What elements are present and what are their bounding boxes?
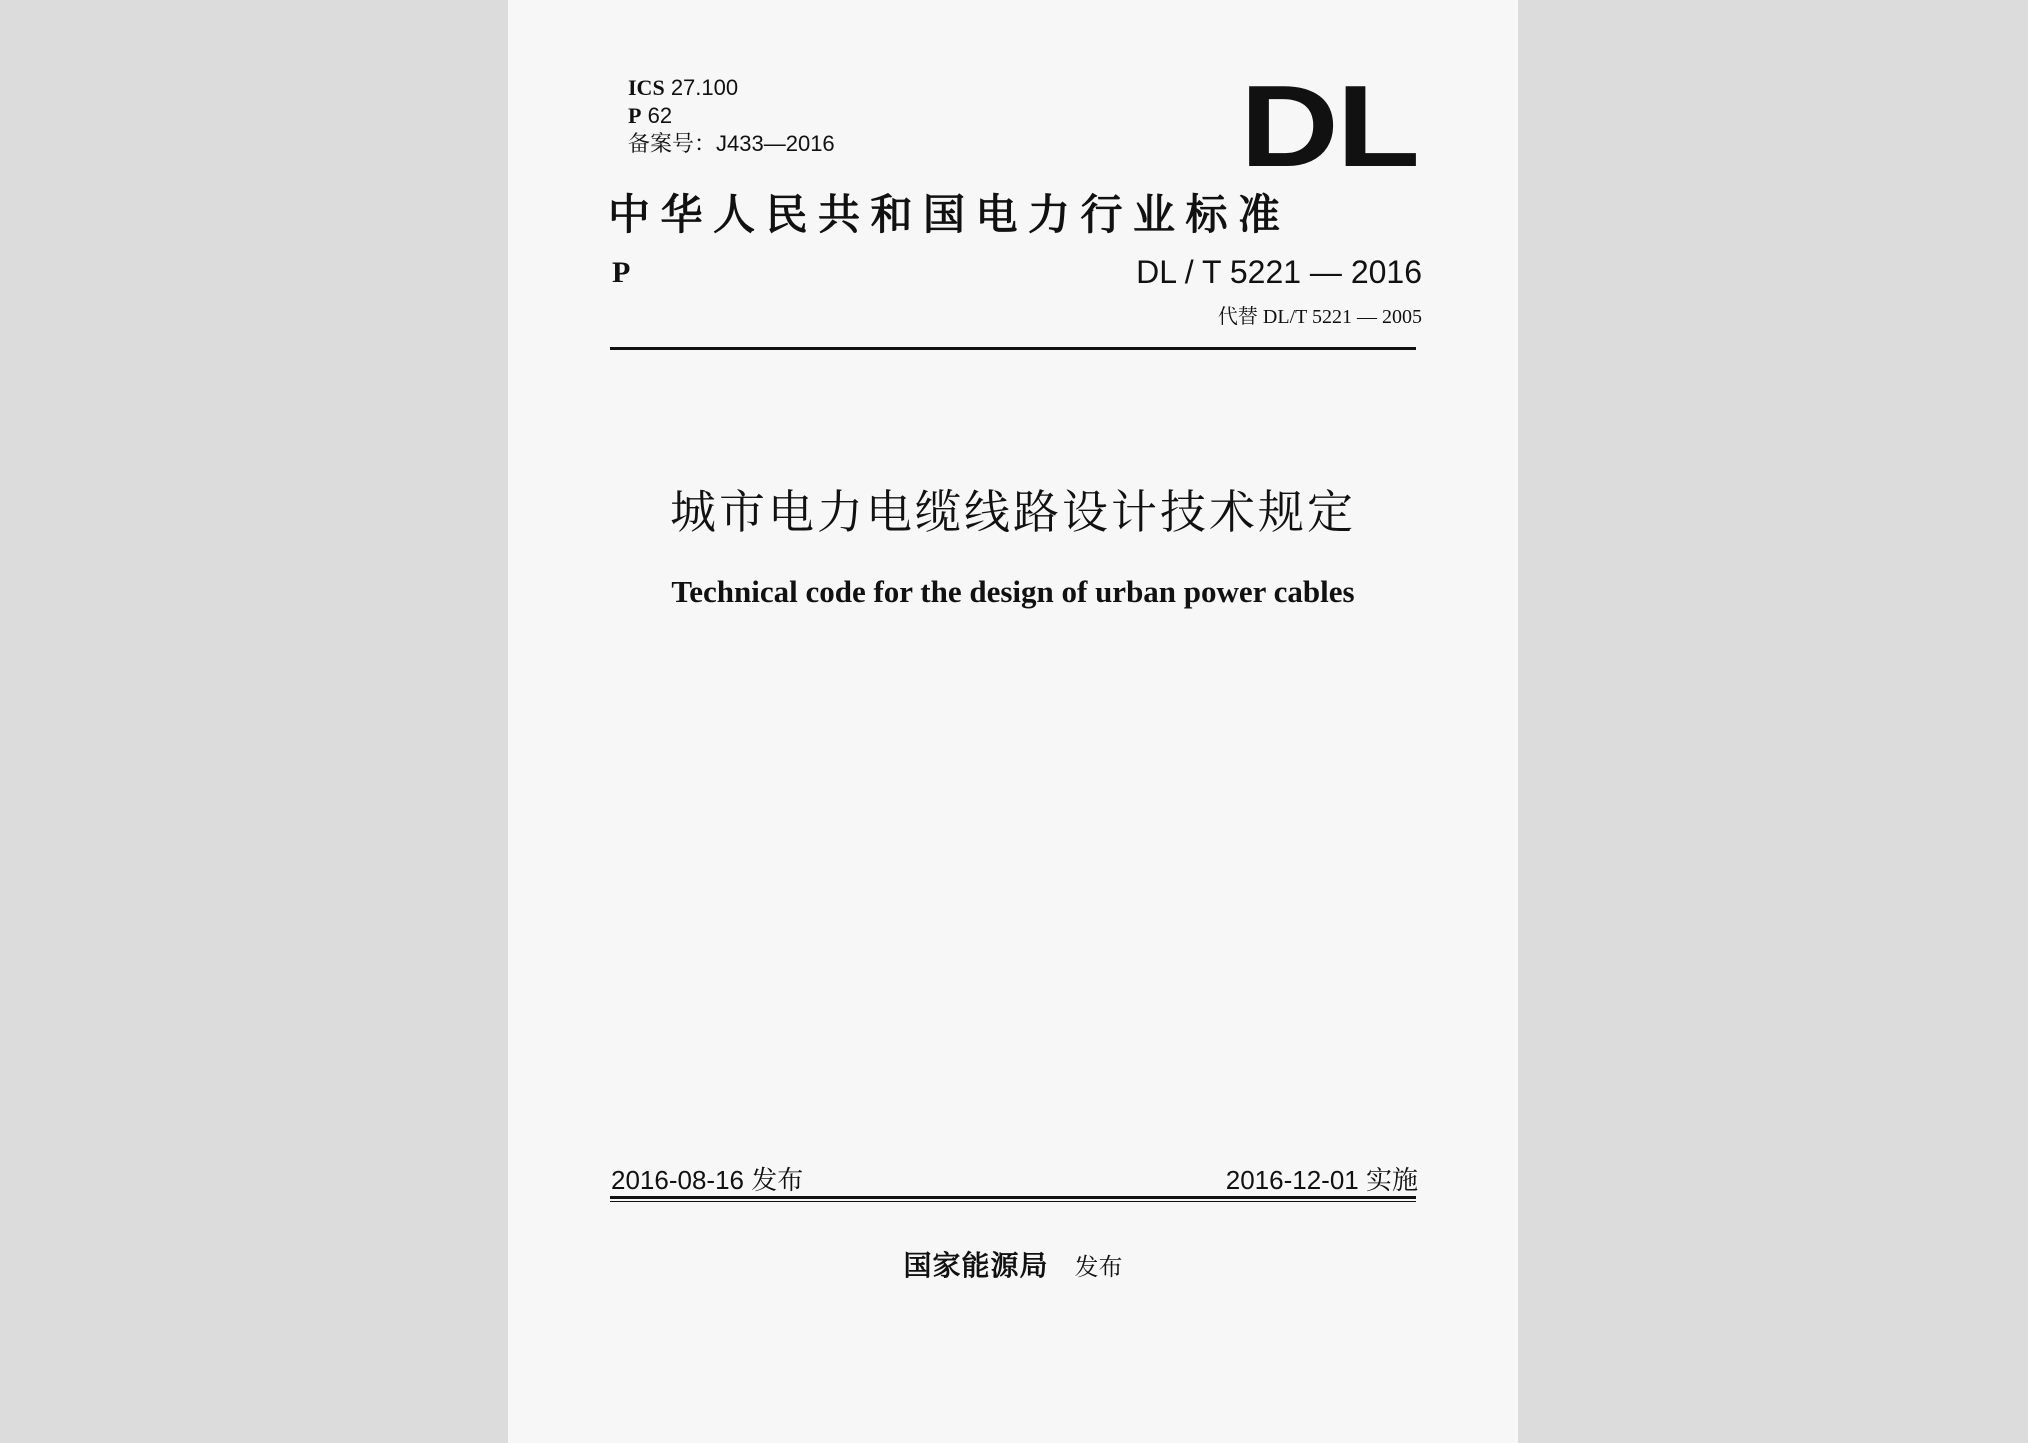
document-title-english: Technical code for the design of urban power cables <box>671 574 1355 609</box>
record-value: J433—2016 <box>716 131 835 156</box>
replaces-standard: 代替 DL/T 5221 — 2005 <box>1217 306 1422 328</box>
category-label: P <box>628 103 642 128</box>
top-divider <box>610 347 1416 350</box>
dl-logo: DL <box>1240 61 1418 191</box>
category-value: 62 <box>647 103 673 128</box>
issue-date: 2016-08-16 发布 <box>611 1165 804 1195</box>
standard-number: DL / T 5221 — 2016 <box>1136 254 1422 290</box>
document-page <box>508 0 1518 1443</box>
category-code <box>628 102 835 130</box>
bottom-divider-thick <box>610 1196 1416 1199</box>
record-label: 备案号： <box>628 131 717 156</box>
ics-value: 27.100 <box>670 75 739 100</box>
record-number <box>628 130 835 158</box>
bottom-divider-thin <box>610 1201 1416 1202</box>
ics-code <box>628 74 835 102</box>
publisher-action: 发布 <box>1074 1253 1123 1281</box>
publisher-line <box>508 1244 1518 1284</box>
standard-body-title: 中华人民共和国电力行业标准 <box>608 190 1291 239</box>
publisher-org: 国家能源局 <box>903 1249 1049 1282</box>
classification-letter: P <box>612 256 631 289</box>
document-title-chinese: 城市电力电缆线路设计技术规定 <box>670 485 1356 539</box>
implementation-date: 2016-12-01 实施 <box>1225 1165 1418 1195</box>
standard-metadata <box>628 74 835 158</box>
ics-label: ICS <box>628 75 665 100</box>
